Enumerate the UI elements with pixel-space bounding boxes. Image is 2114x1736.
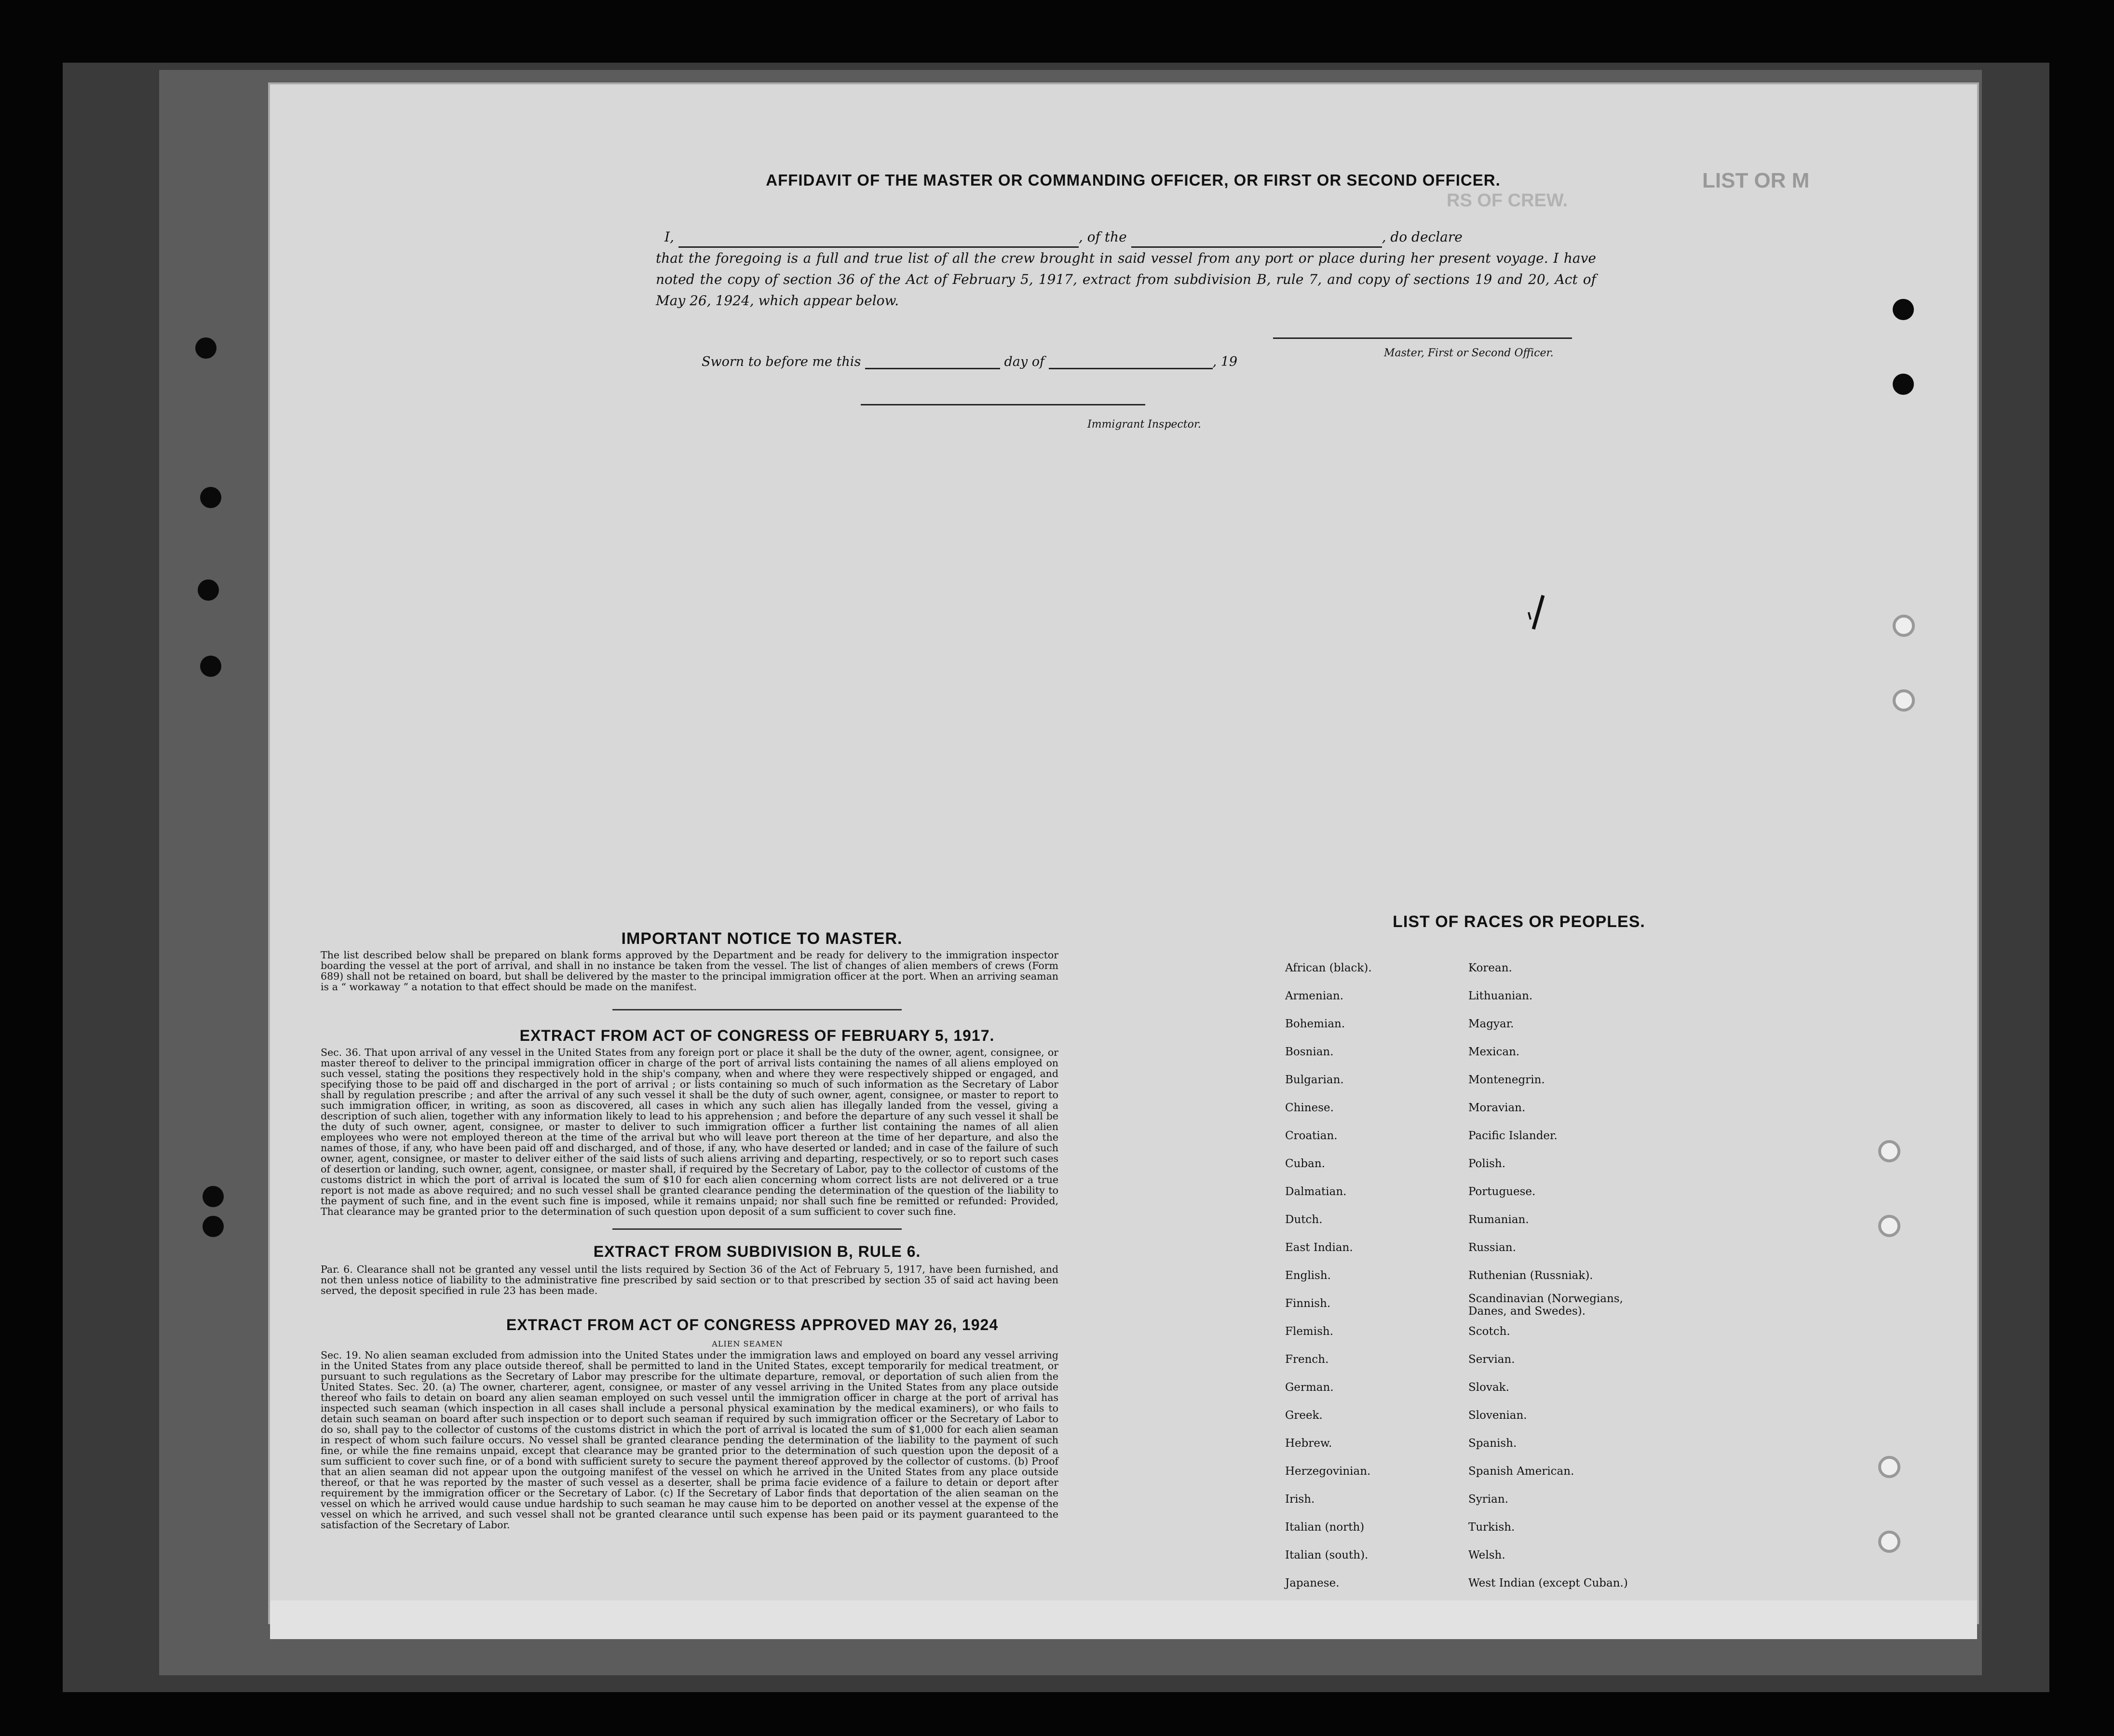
race-item: French. <box>1285 1353 1329 1366</box>
affidavit-of-the: , of the <box>1078 229 1127 245</box>
race-item: Cuban. <box>1285 1157 1325 1170</box>
race-item: Turkish. <box>1468 1521 1515 1534</box>
race-item: Polish. <box>1468 1157 1506 1170</box>
race-item: Rumanian. <box>1468 1213 1529 1226</box>
inspector-caption: Immigrant Inspector. <box>1087 418 1201 431</box>
race-item: African (black). <box>1285 962 1372 974</box>
race-item: Japanese. <box>1285 1577 1340 1589</box>
punch-hole <box>1878 1215 1900 1237</box>
race-item: Scotch. <box>1468 1325 1510 1338</box>
punch-hole <box>1878 1456 1900 1478</box>
punch-hole <box>1878 1531 1900 1553</box>
punch-hole <box>1893 374 1914 395</box>
punch-hole <box>1893 689 1915 712</box>
punch-hole <box>200 656 221 677</box>
signature-line[interactable] <box>1273 337 1572 339</box>
affidavit-declaration-line <box>656 227 1596 248</box>
extract-1924-subtitle: ALIEN SEAMEN <box>712 1339 783 1348</box>
race-item: East Indian. <box>1285 1241 1353 1254</box>
race-item: Lithuanian. <box>1468 990 1533 1002</box>
race-item: Finnish. <box>1285 1297 1331 1310</box>
extract-1924-body: Sec. 19. No alien seaman excluded from admission into the United States under the immigration laws and employed on board any vessel arriving in the United States from any place outside thereof, shall be permitted to land in the United States, except temporarily for medical treatment, or pursuant to such regulations as the Secretary of Labor may prescribe for the ultimate departure, removal, or deportation of such alien from the United States. Sec. 20. (a) The owner, charterer, agent, consignee, or master of any vessel arriving in the United States from any place outside thereof who fails to detain on board any alien seaman employed on such vessel until the immigration officer in charge at the port of arrival has inspected such seaman (which inspection in all cases shall include a personal physical examination by the medical examiners), or who fails to detain such seaman on board after such inspection or to deport such seaman if required by such immigration officer or the Secretary of Labor to do so, shall pay to the collector of customs of the customs district in which the port of arrival is located the sum of $1,000 for each alien seaman in respect of whom such failure occurs. No vessel shall be granted clearance pending the determination of the liability to the payment of such fine, or while the fine remains unpaid, except that clearance may be granted prior to the determination of such question upon the deposit of a sum sufficient to cover such fine, or of a bond with sufficient surety to secure the payment thereof approved by the collector of customs. (b) Proof that an alien seaman did not appear upon the outgoing manifest of the vessel on which he arrived in the United States from any place outside thereof, or that he was reported by the master of such vessel as a deserter, shall be prima facie evidence of a failure to detain or deport after requirement by the immigration officer or the Secretary of Labor. (c) If the Secretary of Labor finds that deportation of the alien seaman on the vessel on which he arrived would cause undue hardship to such seaman he may cause him to be deported on another vessel at the expense of the vessel on which he arrived, and such vessel shall not be granted clearance until such expense has been paid or its payment guaranteed to the satisfaction of the Secretary of Labor. <box>321 1349 1058 1531</box>
race-item: Spanish. <box>1468 1437 1517 1450</box>
race-item: Irish. <box>1285 1493 1315 1506</box>
bleed-through-header-right: RS OF CREW. <box>1447 190 1568 211</box>
race-item: Bulgarian. <box>1285 1074 1344 1086</box>
race-item: Russian. <box>1468 1241 1516 1254</box>
notice-title: IMPORTANT NOTICE TO MASTER. <box>621 929 903 948</box>
race-item: Armenian. <box>1285 990 1344 1002</box>
race-item: German. <box>1285 1381 1334 1394</box>
race-item: Greek. <box>1285 1409 1323 1422</box>
race-item: Dalmatian. <box>1285 1185 1347 1198</box>
sworn-label: Sworn to before me this <box>702 354 861 369</box>
sworn-day-of: day of <box>1004 354 1044 369</box>
race-item: Italian (north) <box>1285 1521 1365 1534</box>
race-item: Flemish. <box>1285 1325 1334 1338</box>
race-item: Welsh. <box>1468 1549 1505 1561</box>
affidavit-title: AFFIDAVIT OF THE MASTER OR COMMANDING OFFICER, OR FIRST OR SECOND OFFICER. <box>766 171 1501 189</box>
punch-hole <box>203 1216 224 1237</box>
race-item: Scandinavian (Norwegians, Danes, and Swedes). <box>1468 1292 1623 1318</box>
extract-1924-title: EXTRACT FROM ACT OF CONGRESS APPROVED MAY 26, 1924 <box>506 1316 999 1333</box>
race-item: Bohemian. <box>1285 1018 1345 1030</box>
race-item: Portuguese. <box>1468 1185 1536 1198</box>
race-item: Servian. <box>1468 1353 1515 1366</box>
race-item: Hebrew. <box>1285 1437 1332 1450</box>
race-item: Mexican. <box>1468 1046 1520 1058</box>
race-item: Montenegrin. <box>1468 1074 1545 1086</box>
race-item: Magyar. <box>1468 1018 1514 1030</box>
inspector-signature-line[interactable] <box>861 404 1145 405</box>
divider <box>612 1009 902 1010</box>
race-item: Italian (south). <box>1285 1549 1369 1561</box>
sworn-day-blank[interactable] <box>865 368 1000 369</box>
race-item: Dutch. <box>1285 1213 1323 1226</box>
punch-hole <box>195 337 217 359</box>
race-item: Syrian. <box>1468 1493 1508 1506</box>
race-item: Herzegovinian. <box>1285 1465 1371 1478</box>
punch-hole <box>200 487 221 508</box>
signature-caption: Master, First or Second Officer. <box>1384 347 1554 359</box>
race-item: Spanish American. <box>1468 1465 1574 1478</box>
affidavit-body <box>656 227 1596 311</box>
punch-hole <box>198 579 219 601</box>
race-item: Moravian. <box>1468 1102 1526 1114</box>
race-item: Bosnian. <box>1285 1046 1334 1058</box>
extract-1917-body: Sec. 36. That upon arrival of any vessel in the United States from any foreign port or place it shall be the duty of the owner, agent, consignee, or master thereof to deliver to the principal immigration officer in charge of the port of arrival lists containing the names of all aliens employed on such vessel, stating the positions they respectively hold in the ship's company, when and where they were respectively shipped or engaged, and specifying those to be paid off and discharged in the port of arrival ; or lists containing so much of such information as the Secretary of Labor shall by regulation prescribe ; and after the arrival of any such vessel it shall be the duty of such owner, agent, consignee, or master to report to such immigration officer, in writing, as soon as discovered, all cases in which any such alien has illegally landed from the vessel, giving a description of such alien, together with any information likely to lead to his apprehension ; and before the departure of any such vessel it shall be the duty of such owner, agent, consignee, or master to deliver to such immigration officer a further list containing the names of all alien employees who were not employed thereon at the time of the arrival but who will leave port thereon at the time of her departure, and also the names of those, if any, who have been paid off and discharged, and of those, if any, who have deserted or landed; and in case of the failure of such owner, agent, consignee, or master to deliver either of the said lists of such aliens arriving and departing, respectively, or so to report such cases of desertion or landing, such owner, agent, consignee, or master shall, if required by the Secretary of Labor, pay to the collector of customs of the customs district in which the port of arrival is located the sum of $10 for each alien concerning whom correct lists are not delivered or a true report is not made as above required; and no such vessel shall be granted clearance pending the determination of the question of the liability to the payment of such fine, and in the event such fine is imposed, while it remains unpaid; nor shall such fine be remitted or refunded: Provided, That clearance may be granted prior to the determination of such question upon deposit of a sum sufficient to cover such fine. <box>321 1047 1058 1217</box>
extract-rule6-title: EXTRACT FROM SUBDIVISION B, RULE 6. <box>593 1243 921 1260</box>
race-item: Chinese. <box>1285 1102 1334 1114</box>
punch-hole <box>1893 299 1914 320</box>
sworn-year: , 19 <box>1212 354 1238 369</box>
punch-hole <box>1893 615 1915 637</box>
page-edge <box>270 1601 1977 1639</box>
race-item: Slovenian. <box>1468 1409 1527 1422</box>
race-item: West Indian (except Cuban.) <box>1468 1577 1628 1589</box>
punch-hole <box>1878 1140 1900 1162</box>
affidavit-i: I, <box>664 229 674 245</box>
races-title: LIST OF RACES OR PEOPLES. <box>1393 913 1645 931</box>
race-item: Pacific Islander. <box>1468 1130 1558 1142</box>
extract-1917-title: EXTRACT FROM ACT OF CONGRESS OF FEBRUARY 5, 1917. <box>519 1027 995 1044</box>
race-item: Slovak. <box>1468 1381 1509 1394</box>
sworn-month-blank[interactable] <box>1049 368 1213 369</box>
pen-mark <box>1524 593 1553 632</box>
race-item: Korean. <box>1468 962 1512 974</box>
extract-rule6-body: Par. 6. Clearance shall not be granted any vessel until the lists required by Section 36 of the Act of February 5, 1917, have been furnished, and not then unless notice of liability to the administrative fine prescribed by said section or to that prescribed by section 35 of said act having been served, the deposit specified in rule 23 has been made. <box>321 1264 1058 1296</box>
race-item: Croatian. <box>1285 1130 1338 1142</box>
bleed-through-header: LIST OR M <box>1702 169 1810 192</box>
affidavit-do-declare: , do declare <box>1382 229 1463 245</box>
divider <box>612 1228 902 1230</box>
notice-body: The list described below shall be prepared on blank forms approved by the Department and be ready for delivery to the immigration inspector boarding the vessel at the port of arrival, and shall in no instance be taken from the vessel. The list of changes of alien members of crews (Form 689) shall not be retained on board, but shall be delivered by the master to the principal immigration officer at the port. When an arriving seaman is a “ workaway ” a notation to that effect should be made on the manifest. <box>321 949 1058 993</box>
race-item: English. <box>1285 1269 1331 1282</box>
punch-hole <box>203 1186 224 1207</box>
sworn-line <box>702 354 1237 369</box>
affidavit-text: that the foregoing is a full and true list of all the crew brought in said vessel from any port or place during her present voyage. I have noted the copy of section 36 of the Act of February 5, 1917, extract from subdivision B, rule 7, and copy of sections 19 and 20, Act of May 26, 1924, which appear below. <box>656 250 1596 309</box>
race-item: Ruthenian (Russniak). <box>1468 1269 1593 1282</box>
